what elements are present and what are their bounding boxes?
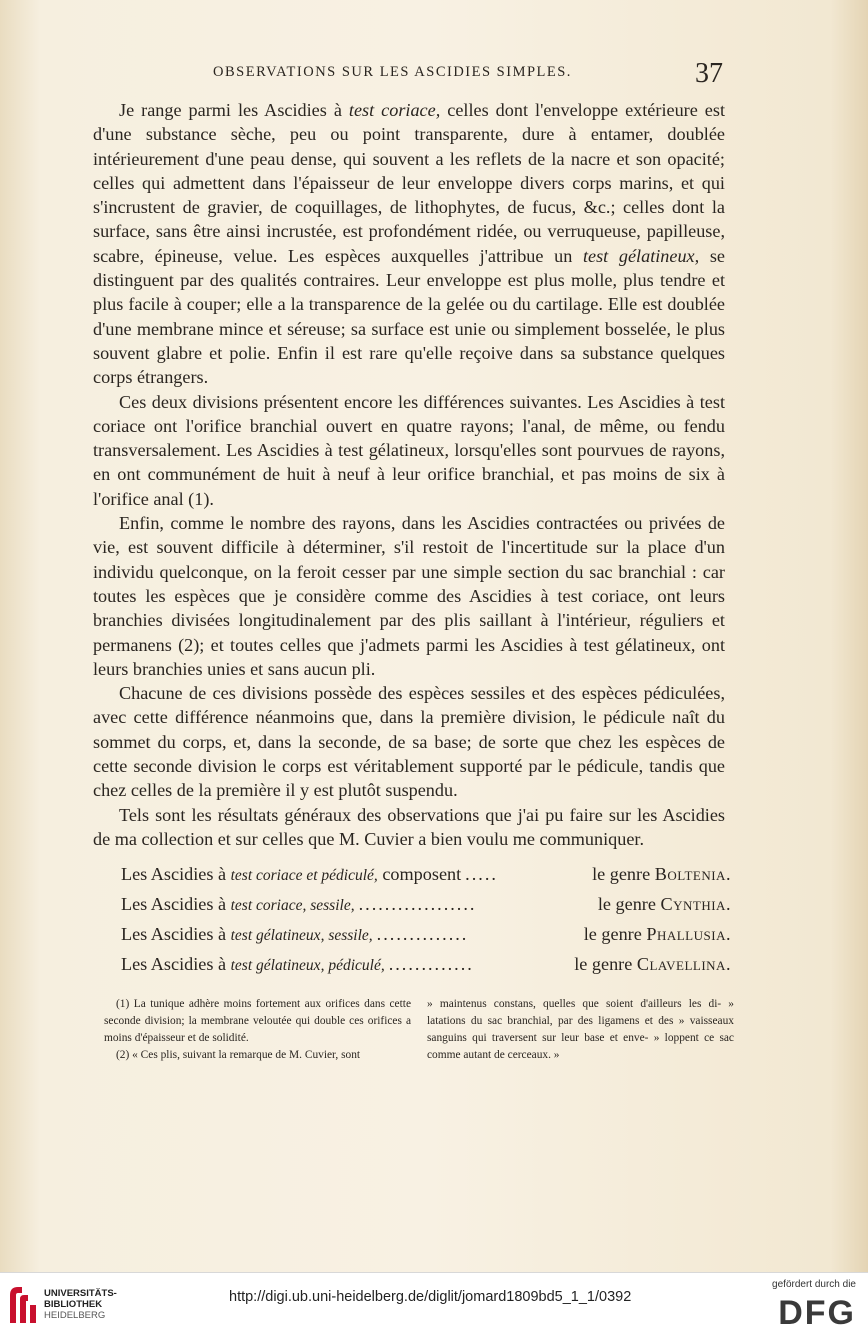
sponsor-label: gefördert durch die (772, 1279, 856, 1290)
running-header (90, 58, 830, 92)
footnotes-left (104, 996, 411, 1064)
body-text (93, 98, 725, 851)
permalink-url[interactable]: http://digi.ub.uni-heidelberg.de/diglit/jomard1809bd5_1_1/0392 (229, 1289, 632, 1305)
genera-list (121, 864, 731, 984)
footnotes-right (427, 996, 734, 1064)
paragraph-4: Chacune de ces divisions possède des espèces sessiles et des espèces pédiculées, avec cette différence néanmoins que, dans la première division, le pédicule naît du sommet du corps, et, dans la seconde, de sa base; de sorte que chez les espèces de cette seconde division le corps est véritablement supporté par le pédicule, tandis que chez celles de la première il y est plutôt suspendu. (93, 683, 725, 801)
genus-name: Phallusia. (646, 924, 731, 944)
genus-row-boltenia: Les Ascidies à test coriace et pédiculé, composent ..... le genre Boltenia. (121, 864, 731, 884)
genus-name: Cynthia. (660, 894, 731, 914)
page-title: OBSERVATIONS SUR LES ASCIDIES SIMPLES. (213, 64, 572, 80)
paragraph-1: Je range parmi les Ascidies à test coriace, celles dont l'enveloppe extérieure est d'une substance sèche, peu ou point transparente, dure à entamer, doublée intérieurement d'une peau dense, qui souvent a les reflets de la nacre et son opacité; celles qui admettent dans l'épaisseur de leur enveloppe divers corps marins, et qui s'incrustent de gravier, de coquillages, de lithophytes, de fucus, &c.; celles dont la surface, sans être ainsi incrustée, est profondément ridée, ou verruqueuse, papilleuse, scabre, épineuse, velue. Les espèces auxquelles j'attribue un test gélatineux, se distinguent par des qualités contraires. Leur enveloppe est plus molle, plus tendre et plus facile à couper; elle a la transparence de la gelée ou du cartilage. Elle est doublée d'une membrane mince et séreuse; sa surface est unie ou simplement bosselée, le plus souvent glabre et polie. Enfin il est rare qu'elle reçoive dans sa substance quelques corps étrangers. (93, 100, 725, 388)
footnote-1: (1) La tunique adhère moins fortement aux orifices dans cette seconde division; la membrane veloutée qui double ces orifices a moins d'épaisseur et de solidité. (104, 998, 411, 1044)
genus-name: Boltenia. (654, 864, 731, 884)
viewer-footer (0, 1272, 868, 1336)
genus-row-clavellina: Les Ascidies à test gélatineux, pédiculé, ............. le genre Clavellina. (121, 954, 731, 974)
university-library-logo-icon[interactable] (6, 1283, 40, 1327)
library-name[interactable]: UNIVERSITÄTS- BIBLIOTHEK HEIDELBERG (44, 1288, 117, 1321)
genus-name: Clavellina. (636, 954, 731, 974)
paragraph-3: Enfin, comme le nombre des rayons, dans les Ascidies contractées ou privées de vie, est souvent difficile à déterminer, s'il restoit de l'incertitude sur la place d'un individu quelconque, on la feroit cesser par une simple section du sac branchial : car toutes les espèces que je considère comme des Ascidies à test coriace, ont leurs branchies divisées longitudinalement par des plis saillant à l'intérieur, réguliers et permanens (2); et toutes celles que j'admets parmi les Ascidies à test gélatineux, ont leurs branchies unies et sans aucun pli. (93, 513, 725, 679)
footnote-2-continued: » maintenus constans, quelles que soient d'ailleurs les di- » latations du sac branchial, par des ligamens et des » vaisseaux sanguins qui traversent sur leur base et enve- » loppent ce sac comme autant de cerceaux. » (427, 998, 734, 1061)
genus-row-phallusia: Les Ascidies à test gélatineux, sessile, .............. le genre Phallusia. (121, 924, 731, 944)
genus-row-cynthia: Les Ascidies à test coriace, sessile, .................. le genre Cynthia. (121, 894, 731, 914)
paragraph-2: Ces deux divisions présentent encore les différences suivantes. Les Ascidies à test coriace ont l'orifice branchial ouvert en quatre rayons; l'anal, de même, ou fendu transversalement. Les Ascidies à test gélatineux, lorsqu'elles sont pourvues de rayons, en ont communément de huit à neuf à leur orifice branchial, et pas moins de six à l'orifice anal (1). (93, 391, 725, 509)
dfg-logo[interactable]: DFG (778, 1294, 856, 1332)
footnotes (104, 996, 734, 1064)
page-number: 37 (695, 58, 723, 89)
paragraph-5: Tels sont les résultats généraux des observations que j'ai pu faire sur les Ascidies de ma collection et sur celles que M. Cuvier a bien voulu me communiquer. (93, 804, 725, 849)
footnote-2-start: (2) « Ces plis, suivant la remarque de M. Cuvier, sont (116, 1049, 361, 1061)
